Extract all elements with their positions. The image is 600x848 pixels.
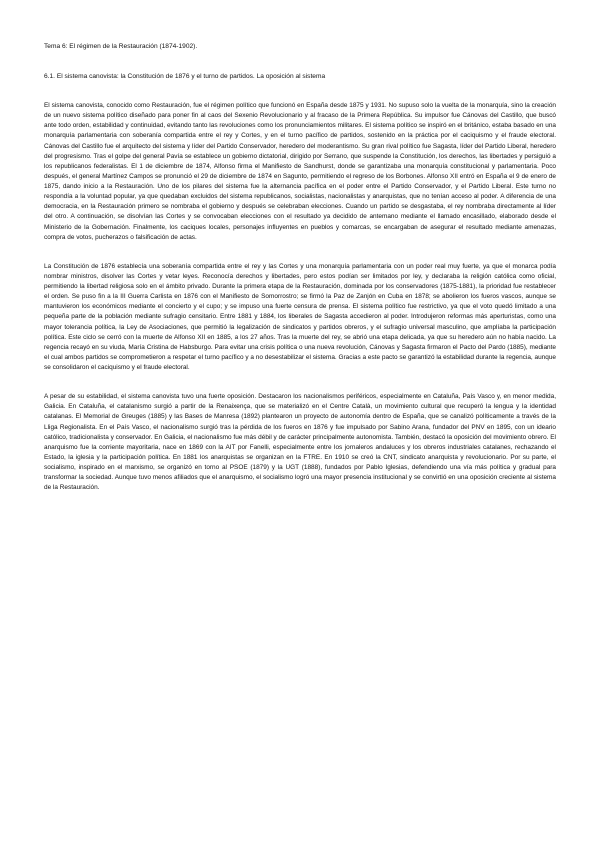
paragraph-oposicion: A pesar de su estabilidad, el sistema canovista tuvo una fuerte oposición. Destacaron los nacionalismos periféricos, especialmente en Cataluña, País Vasco y, en menor medida, Galicia. En Cataluña, el catalanismo surgió a partir de la Renaixença, que se materializó en el Centre Català, un movimiento cultural que recuperó la lengua y la identidad catalanas. El Memorial de Greuges (1885) y las Bases de Manresa (1892) plantearon un proyecto de autonomía dentro de España, que se canalizó políticamente a través de la Lliga Regionalista. En el País Vasco, el nacionalismo surgió tras la pérdida de los fueros en 1876 y fue impulsado por Sabino Arana, fundador del PNV en 1895, con un ideario católico, tradicionalista y conservador. En Galicia, el nacionalismo fue más débil y de carácter principalmente autonomista. También, destacó la oposición del movimiento obrero. El anarquismo fue la corriente mayoritaria, nace en 1869 con la AIT por Fanelli, especialmente entre los jornaleros andaluces y los obreros industriales catalanes, rechazando el Estado, la iglesia y la participación política. En 1881 los anarquistas se organizan en la FTRE. En 1910 se creó la CNT, sindicato anarquista y revolucionario. Por su parte, el socialismo, inspirado en el marxismo, se organizó en torno al PSOE (1879) y la UGT (1888), fundados por Pablo Iglesias, defendiendo una vía más política y gradual para transformar la sociedad. Aunque tuvo menos afiliados que el anarquismo, el socialismo logró una mayor presencia institucional y se convirtió en una oposición creciente al sistema de la Restauración. (44, 393, 556, 492)
paragraph-sistema-canovista: El sistema canovista, conocido como Restauración, fue el régimen político que funcionó en España desde 1875 y 1931. No supuso solo la vuelta de la monarquía, sino la creación de un nuevo sistema político diseñado para poner fin al caos del Sexenio Revolucionario y al fracaso de la Primera República. Su impulsor fue Cánovas del Castillo, que buscó ante todo orden, estabilidad y continuidad, evitando tanto las revoluciones como los pronunciamientos militares. El sistema político se inspiró en el británico, estaba basado en una monarquía parlamentaria con soberanía compartida entre el rey y Cortes, y en el turno pacífico de partidos, sostenido en la práctica por el caciquismo y el fraude electoral. Cánovas del Castillo fue el arquitecto del sistema y líder del Partido Conservador, heredero del moderantismo. Su gran rival político fue Sagasta, líder del Partido Liberal, heredero del progresismo. Tras el golpe del general Pavía se establece un gobierno dictatorial, dirigido por Serrano, que suspende la Constitución, los derechos, las libertades y persiguió a los republicanos federalistas. El 1 de diciembre de 1874, Alfonso firma el Manifiesto de Sandhurst, donde se garantizaba una monarquía constitucional y parlamentaria. Poco después, el general Martínez Campos se pronunció el 29 de diciembre de 1874 en Sagunto, permitiendo el regreso de los Borbones. Alfonso XII entró en España el 9 de enero de 1875, dando inicio a la Restauración. Uno de los pilares del sistema fue la alternancia pacífica en el poder entre el Partido Conservador, y el Partido Liberal. Este turno no respondía a la voluntad popular, ya que quedaban excluidos del sistema republicanos, socialistas, nacionalistas y anarquistas, que no tenían acceso al poder. A diferencia de una democracia, en la Restauración primero se nombraba el gobierno y después se celebraban elecciones. Cuando un partido se desgastaba, el rey nombraba directamente al líder del otro. A continuación, se disolvían las Cortes y se convocaban elecciones con el resultado ya decidido de antemano mediante el llamado encasillado, elaborado desde el Ministerio de la Gobernación. Finalmente, los caciques locales, personajes influyentes en pueblos y comarcas, se encargaban de asegurar el resultado mediante amenazas, compra de votos, pucherazos o falsificación de actas. (44, 102, 556, 241)
document-title: Tema 6: El régimen de la Restauración (1874-1902). (44, 43, 198, 50)
section-title: 6.1. El sistema canovista: la Constitución de 1876 y el turno de partidos. La oposición al sistema (44, 73, 326, 80)
document-body (44, 42, 556, 512)
paragraph-constitucion-1876: La Constitución de 1876 establecía una soberanía compartida entre el rey y las Cortes y una monarquía parlamentaria con un poder real muy fuerte, ya que el monarca podía nombrar ministros, disolver las Cortes y vetar leyes. Reconocía derechos y libertades, pero estos podían ser limitados por ley, y declaraba la religión católica como oficial, permitiendo la libertad religiosa solo en el ámbito privado. Durante la primera etapa de la Restauración, dominada por los conservadores (1875-1881), la prioridad fue restablecer el orden. Se puso fin a la III Guerra Carlista en 1876 con el Manifiesto de Somorrostro; se firmó la Paz de Zanjón en Cuba en 1878; se abolieron los fueros vascos, aunque se mantuvieron los económicos mediante el concierto y el cupo; y se impuso una fuerte censura de prensa. El sistema político fue restrictivo, ya que el voto quedó limitado a una pequeña parte de la población mediante sufragio censitario. Entre 1881 y 1884, los liberales de Sagasta accedieron al poder. Introdujeron reformas más aperturistas, como una mayor tolerancia política, la Ley de Asociaciones, que permitió la legalización de sindicatos y partidos obreros, y el sufragio universal masculino, que amplíaba la participación política. Este ciclo se cerró con la muerte de Alfonso XII en 1885, a los 27 años. Tras la muerte del rey, se abrió una etapa delicada, ya que su heredero aún no había nacido. La regencia recayó en su viuda, María Cristina de Habsburgo. Para evitar una crisis política o una nueva revolución, Cánovas y Sagasta firmaron el Pacto del Pardo (1885), mediante el cual ambos partidos se comprometieron a respetar el turno pacífico y a no desestabilizar el sistema. Gracias a este pacto se garantizó la estabilidad durante la regencia, aunque se consolidaron el caciquismo y el fraude electoral. (44, 262, 556, 371)
